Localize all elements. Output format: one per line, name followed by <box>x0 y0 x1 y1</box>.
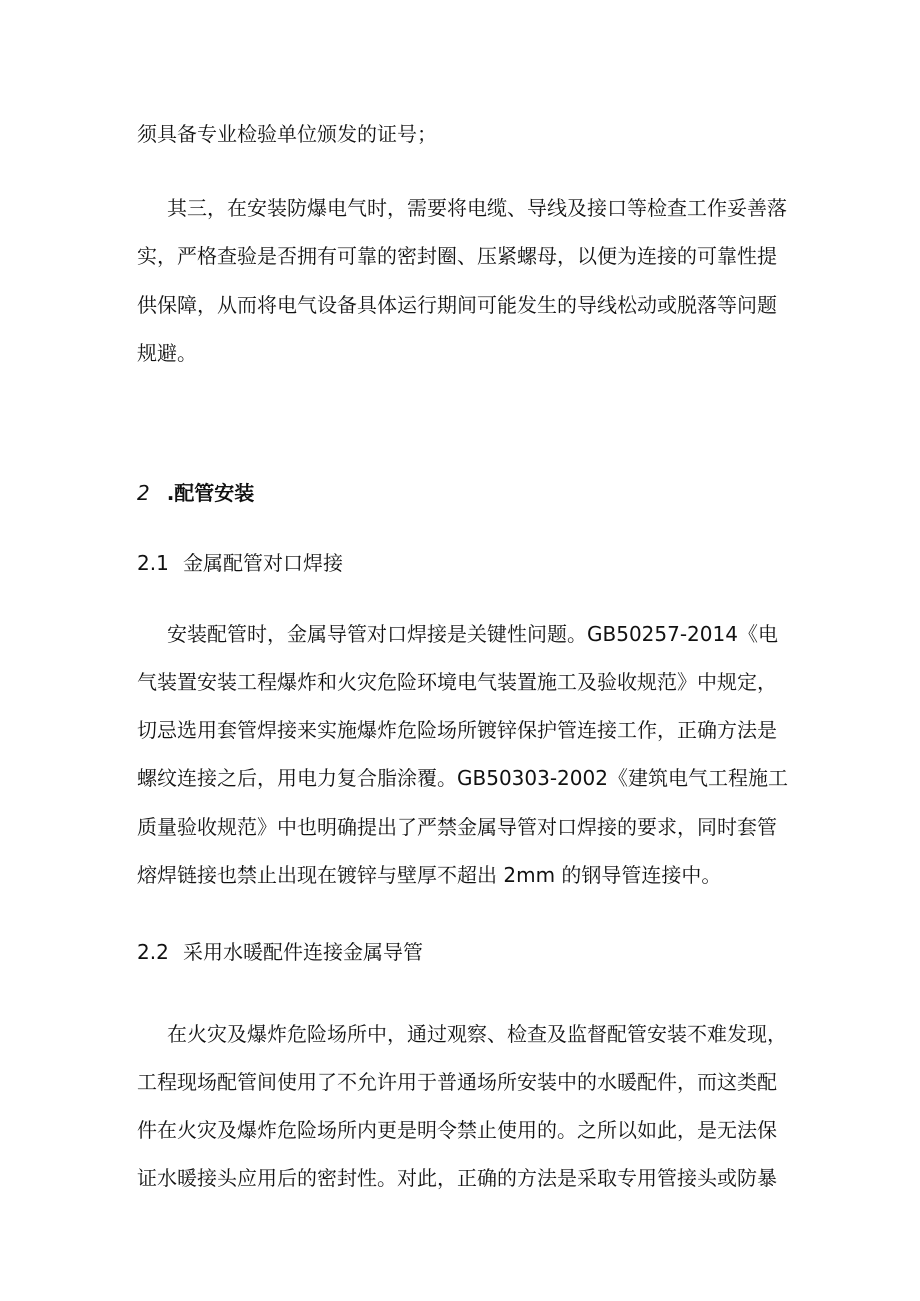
subsection-title: 金属配管对口焊接 <box>183 551 343 575</box>
paragraph-line: 安装配管时，金属导管对口焊接是关键性问题。GB50257-2014《电 <box>167 622 778 646</box>
paragraph-line: 熔焊链接也禁止出现在镀锌与壁厚不超出 2mm 的钢导管连接中。 <box>137 863 722 887</box>
paragraph-line: 工程现场配管间使用了不允许用于普通场所安装中的水暖配件，而这类配 <box>137 1070 777 1094</box>
paragraph-line: 实，严格查验是否拥有可靠的密封圈、压紧螺母，以便为连接的可靠性提 <box>137 244 777 268</box>
section-number: 2 <box>137 481 150 505</box>
section-2-1-heading <box>137 551 343 575</box>
paragraph-line: 质量验收规范》中也明确提出了严禁金属导管对口焊接的要求，同时套管 <box>137 815 777 839</box>
section-2-heading <box>137 481 254 505</box>
paragraph-line: 规避。 <box>137 341 197 365</box>
paragraph-line: 切忌选用套管焊接来实施爆炸危险场所镀锌保护管连接工作，正确方法是 <box>137 718 777 742</box>
paragraph-line: 其三，在安装防爆电气时，需要将电缆、导线及接口等检查工作妥善落 <box>167 196 787 220</box>
subsection-title: 采用水暖配件连接金属导管 <box>183 940 423 964</box>
subsection-number: 2.2 <box>137 940 169 964</box>
paragraph-line: 气装置安装工程爆炸和火灾危险环境电气装置施工及验收规范》中规定， <box>137 670 777 694</box>
paragraph-line: 在火灾及爆炸危险场所中，通过观察、检查及监督配管安装不难发现， <box>167 1022 787 1046</box>
subsection-number: 2.1 <box>137 551 169 575</box>
intro-line: 须具备专业检验单位颁发的证号； <box>137 122 437 146</box>
paragraph-line: 螺纹连接之后，用电力复合脂涂覆。GB50303-2002《建筑电气工程施工 <box>137 766 788 790</box>
paragraph-line: 供保障，从而将电气设备具体运行期间可能发生的导线松动或脱落等问题 <box>137 293 777 317</box>
section-title: .配管安装 <box>166 481 255 505</box>
paragraph-line: 证水暖接头应用后的密封性。对此，正确的方法是采取专用管接头或防暴 <box>137 1166 777 1190</box>
paragraph-line: 件在火灾及爆炸危险场所内更是明令禁止使用的。之所以如此，是无法保 <box>137 1118 777 1142</box>
section-2-2-heading <box>137 940 423 964</box>
